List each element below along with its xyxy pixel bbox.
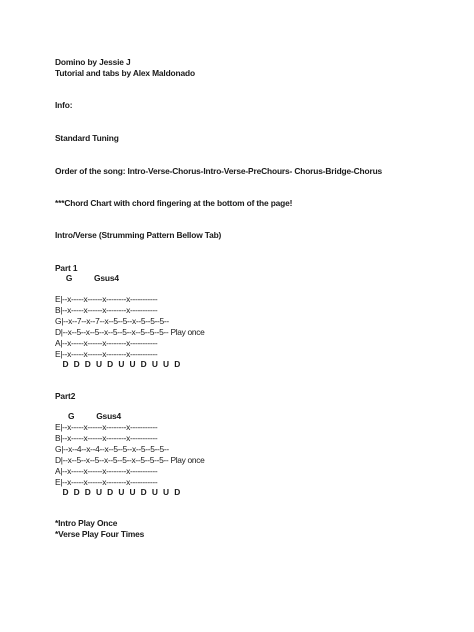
part1-tab-line: E|--x-----x------x--------x----------- [55, 294, 158, 304]
tutorial-credit: Tutorial and tabs by Alex Maldonado [55, 68, 195, 78]
part2-tab-line: G|--x--4--x--4--x--5--5--x--5--5--5-- [55, 444, 169, 454]
part1-tab-line: G|--x--7--x--7--x--5--5--x--5--5--5-- [55, 316, 169, 326]
song-order-text: Order of the song: Intro-Verse-Chorus-Intro-Verse-PreChours- Chorus-Bridge-Chorus [55, 166, 383, 176]
part1-tab-line: B|--x-----x------x--------x----------- [55, 305, 158, 315]
part2-tab-line: A|--x-----x------x--------x----------- [55, 466, 158, 476]
part1-strum-pattern: D D D U D U U D U U D [55, 359, 182, 369]
part2-strum-pattern: D D D U D U U D U U D [55, 487, 182, 497]
info-heading: Info: [55, 100, 73, 110]
part1-label: Part 1 [55, 263, 78, 273]
section-heading: Intro/Verse (Strumming Pattern Bellow Tab) [55, 230, 222, 240]
part2-chord-names: G Gsus4 [55, 411, 122, 421]
part1-tab-line: A|--x-----x------x--------x----------- [55, 338, 158, 348]
part2-tab-line: E|--x-----x------x--------x----------- [55, 422, 158, 432]
part1-tab-line: D|--x--5--x--5--x--5--5--x--5--5--5-- Play once [55, 327, 205, 337]
song-title: Domino by Jessie J [55, 57, 131, 67]
intro-play-note: *Intro Play Once [55, 518, 118, 528]
tuning-text: Standard Tuning [55, 133, 119, 143]
chord-chart-note: ***Chord Chart with chord fingering at the bottom of the page! [55, 198, 293, 208]
part2-tab-line: E|--x-----x------x--------x----------- [55, 477, 158, 487]
part2-tab-line: B|--x-----x------x--------x----------- [55, 433, 158, 443]
part2-tab-line: D|--x--5--x--5--x--5--5--x--5--5--5-- Play once [55, 455, 205, 465]
part1-tab-line: E|--x-----x------x--------x----------- [55, 349, 158, 359]
verse-play-note: *Verse Play Four Times [55, 529, 145, 539]
part1-chord-names: G Gsus4 [55, 273, 119, 283]
part2-label: Part2 [55, 391, 76, 401]
